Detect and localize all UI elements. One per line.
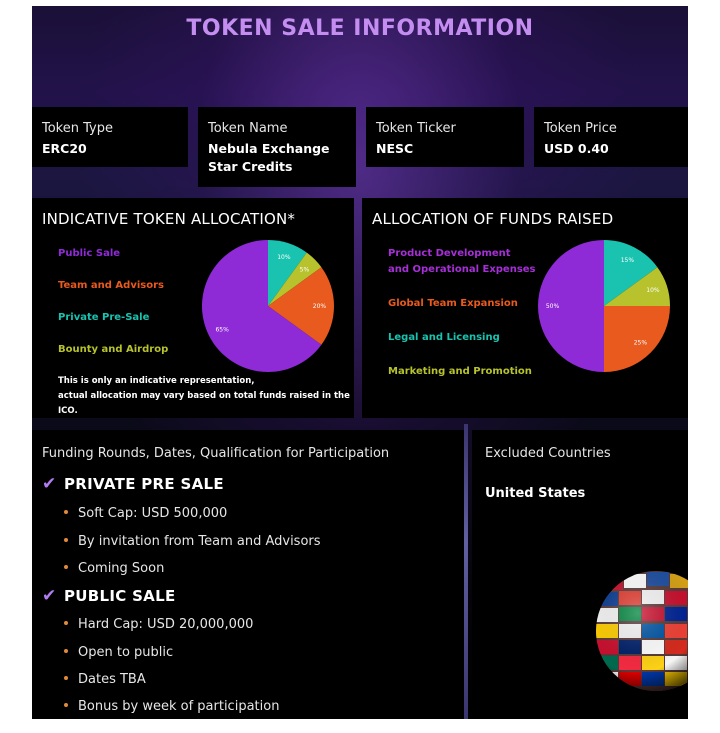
private-presale-title: PRIVATE PRE SALE — [64, 475, 224, 493]
excluded-country: United States — [485, 486, 586, 501]
public-sale-title: PUBLIC SALE — [64, 587, 176, 605]
bullet-icon — [64, 676, 68, 680]
list-item — [64, 506, 227, 521]
open-public-text: Open to public — [78, 645, 174, 660]
private-presale-heading — [42, 474, 224, 494]
token-type-card — [32, 107, 188, 167]
soft-cap-text: Soft Cap: USD 500,000 — [78, 506, 228, 521]
coming-soon-text: Coming Soon — [78, 561, 165, 576]
allocation-slice-label-1: 5% — [299, 266, 310, 274]
token-allocation-pie-chart — [198, 236, 338, 376]
bullet-icon — [64, 538, 68, 542]
token-type-label: Token Type — [42, 121, 113, 136]
excluded-countries-panel — [472, 430, 688, 719]
legend-product-dev-line2: and Operational Expenses — [388, 264, 536, 275]
legend-private-presale: Private Pre-Sale — [58, 312, 150, 323]
funds-allocation-panel — [362, 198, 688, 418]
list-item — [64, 561, 164, 576]
allocation-note-line1: This is only an indicative representation, — [58, 376, 255, 386]
public-sale-heading — [42, 586, 176, 606]
bullet-icon — [64, 565, 68, 569]
funds-slice-label-3: 50% — [545, 303, 560, 310]
token-name-card — [198, 107, 356, 187]
list-item — [64, 617, 253, 632]
allocation-slice-label-2: 20% — [312, 303, 327, 310]
legend-legal-licensing: Legal and Licensing — [388, 332, 500, 343]
page-title: TOKEN SALE INFORMATION — [186, 16, 534, 41]
token-ticker-card — [366, 107, 524, 167]
list-item — [64, 645, 173, 660]
legend-global-team: Global Team Expansion — [388, 298, 518, 309]
token-sale-infographic — [32, 6, 688, 719]
token-type-value: ERC20 — [42, 141, 87, 156]
funds-title: ALLOCATION OF FUNDS RAISED — [372, 210, 614, 228]
token-allocation-panel — [32, 198, 354, 418]
bullet-icon — [64, 510, 68, 514]
bullet-icon — [64, 703, 68, 707]
funds-allocation-pie-chart — [534, 236, 674, 376]
legend-marketing: Marketing and Promotion — [388, 366, 532, 377]
bonus-text: Bonus by week of participation — [78, 699, 280, 714]
token-name-label: Token Name — [208, 121, 288, 136]
funds-slice-label-2: 25% — [633, 339, 648, 347]
list-item — [64, 672, 146, 687]
allocation-title: INDICATIVE TOKEN ALLOCATION* — [42, 210, 296, 228]
legend-public-sale: Public Sale — [58, 248, 121, 259]
funds-slice-label-0: 15% — [620, 257, 635, 265]
bullet-icon — [64, 649, 68, 653]
token-name-value: Nebula Exchange Star Credits — [208, 141, 330, 174]
token-price-value: USD 0.40 — [544, 141, 609, 156]
token-price-label: Token Price — [544, 121, 617, 136]
check-icon: ✔ — [42, 586, 57, 606]
allocation-note — [58, 374, 354, 419]
allocation-slice-label-3: 65% — [215, 326, 229, 334]
flag-globe-icon — [596, 566, 688, 696]
check-icon: ✔ — [42, 474, 57, 494]
token-ticker-label: Token Ticker — [376, 121, 456, 136]
allocation-note-line2: actual allocation may vary based on total funds raised in the ICO. — [58, 391, 350, 416]
legend-product-dev-line1: Product Development — [388, 248, 511, 259]
legend-team-advisors: Team and Advisors — [58, 280, 164, 291]
token-ticker-value: NESC — [376, 141, 414, 156]
hard-cap-text: Hard Cap: USD 20,000,000 — [78, 617, 254, 632]
legend-bounty-airdrop: Bounty and Airdrop — [58, 344, 169, 355]
dates-tba-text: Dates TBA — [78, 672, 146, 687]
funding-rounds-heading: Funding Rounds, Dates, Qualification for Participation — [42, 446, 390, 461]
funding-rounds-panel — [32, 430, 464, 719]
divider — [464, 424, 468, 719]
funds-slice-label-1: 10% — [646, 287, 660, 295]
invitation-text: By invitation from Team and Advisors — [78, 534, 321, 549]
bullet-icon — [64, 621, 68, 625]
excluded-heading: Excluded Countries — [485, 446, 611, 461]
token-price-card — [534, 107, 688, 167]
list-item — [64, 699, 279, 714]
allocation-slice-label-0: 10% — [277, 254, 291, 262]
list-item — [64, 534, 321, 549]
